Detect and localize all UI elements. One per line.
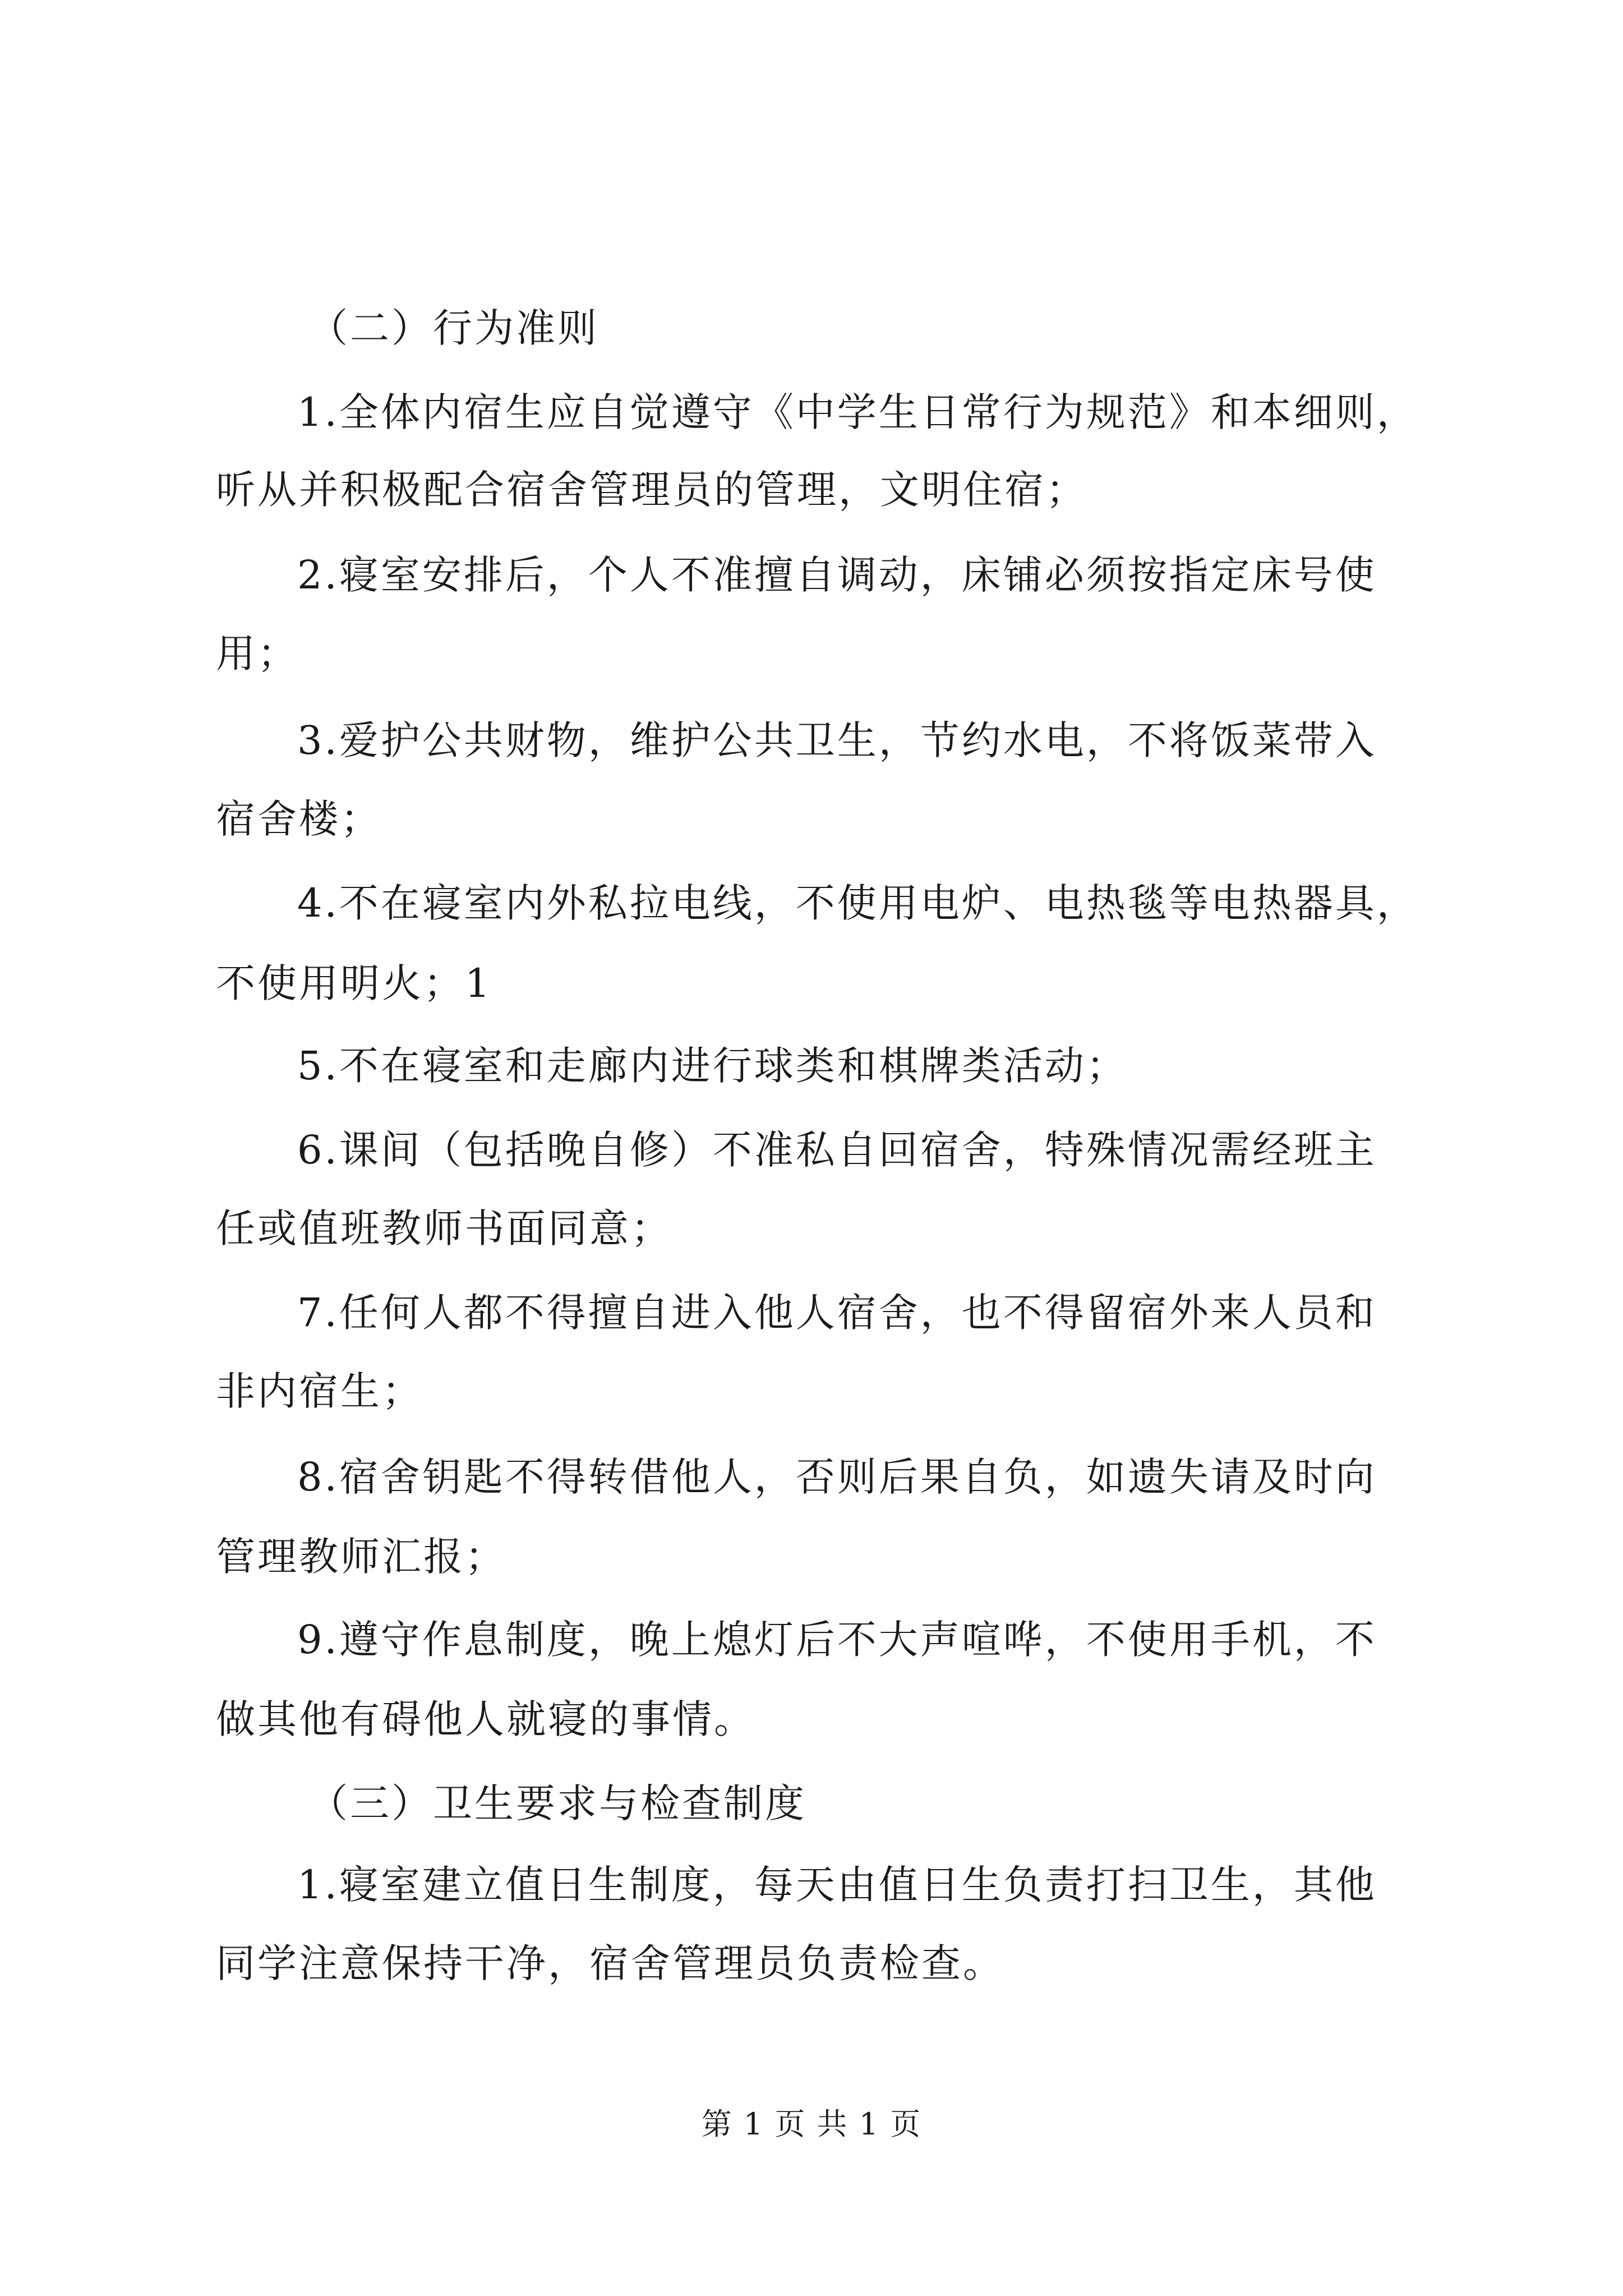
- rule-1-line-1: 1.全体内宿生应自觉遵守《中学生日常行为规范》和本细则，: [297, 389, 1418, 435]
- rule-8-line-2: 管理教师汇报；: [216, 1534, 506, 1580]
- rule-2-line-2: 用；: [216, 631, 299, 677]
- rule-3-line-2: 宿舍楼；: [216, 796, 382, 842]
- hygiene-rule-1-line-2: 同学注意保持干净，宿舍管理员负责检查。: [216, 1940, 1004, 1986]
- page-footer: 第 1 页 共 1 页: [701, 2106, 922, 2142]
- rule-4-line-2: 不使用明火；1: [216, 960, 492, 1006]
- section-heading-hygiene: （三）卫生要求与检查制度: [308, 1780, 806, 1826]
- rule-6-line-1: 6.课间（包括晚自修）不准私自回宿舍，特殊情况需经班主: [297, 1127, 1377, 1173]
- rule-4-line-1: 4.不在寝室内外私拉电线，不使用电炉、电热毯等电热器具，: [297, 880, 1418, 926]
- rule-1-line-2: 听从并积极配合宿舍管理员的管理，文明住宿；: [216, 467, 1087, 513]
- rule-8-line-1: 8.宿舍钥匙不得转借他人，否则后果自负，如遗失请及时向: [297, 1454, 1377, 1500]
- rule-2-line-1: 2.寝室安排后，个人不准擅自调动，床铺必须按指定床号使: [297, 552, 1377, 598]
- rule-5-line-1: 5.不在寝室和走廊内进行球类和棋牌类活动；: [297, 1043, 1128, 1089]
- rule-6-line-2: 任或值班教师书面同意；: [216, 1205, 672, 1251]
- section-heading-behavior: （二）行为准则: [308, 305, 599, 351]
- hygiene-rule-1-line-1: 1.寝室建立值日生制度，每天由值日生负责打扫卫生，其他: [297, 1862, 1377, 1908]
- rule-3-line-1: 3.爱护公共财物，维护公共卫生，节约水电，不将饭菜带入: [297, 717, 1377, 763]
- rule-9-line-2: 做其他有碍他人就寝的事情。: [216, 1696, 755, 1742]
- rule-7-line-2: 非内宿生；: [216, 1368, 423, 1414]
- rule-9-line-1: 9.遵守作息制度，晚上熄灯后不大声喧哗，不使用手机，不: [297, 1617, 1377, 1663]
- rule-7-line-1: 7.任何人都不得擅自进入他人宿舍，也不得留宿外来人员和: [297, 1290, 1377, 1336]
